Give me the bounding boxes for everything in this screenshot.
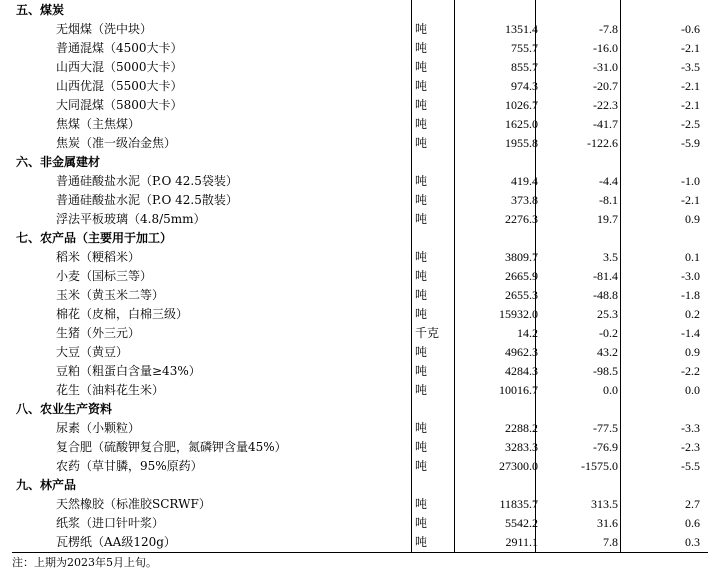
price-cell: 2665.9 (505, 269, 538, 283)
table-row (12, 324, 708, 343)
item-name: 大豆（黄豆） (56, 345, 129, 359)
percent-change-cell: -2.1 (681, 193, 700, 207)
percent-change-cell: -5.9 (681, 136, 700, 150)
table-row (12, 381, 708, 400)
table-row (12, 96, 708, 115)
price-cell: 3809.7 (505, 250, 538, 264)
section-header-row (12, 476, 708, 495)
section-header-row (12, 1, 708, 20)
item-name: 瓦楞纸（AA级120g） (56, 535, 176, 549)
percent-change-cell: 0.0 (685, 383, 700, 397)
percent-change-cell: -1.4 (681, 326, 700, 340)
table-row (12, 438, 708, 457)
unit-cell: 吨 (415, 136, 428, 150)
table-row (12, 533, 708, 552)
price-cell: 855.7 (511, 60, 538, 74)
change-cell: 3.5 (603, 250, 618, 264)
percent-change-cell: -2.2 (681, 364, 700, 378)
change-cell: 31.6 (597, 516, 618, 530)
price-cell: 2276.3 (505, 212, 538, 226)
unit-cell: 吨 (415, 421, 428, 435)
item-name: 浮法平板玻璃（4.8/5mm） (56, 212, 206, 226)
percent-change-cell: -2.1 (681, 79, 700, 93)
percent-change-cell: -2.1 (681, 98, 700, 112)
unit-cell: 吨 (415, 193, 428, 207)
item-name: 豆粕（粗蛋白含量≥43%） (56, 364, 201, 378)
price-cell: 11835.7 (499, 497, 538, 511)
change-cell: -98.5 (593, 364, 618, 378)
unit-cell: 吨 (415, 497, 428, 511)
unit-cell: 吨 (415, 269, 428, 283)
change-cell: -31.0 (593, 60, 618, 74)
table-row (12, 419, 708, 438)
unit-cell: 吨 (415, 117, 428, 131)
item-name: 花生（油料花生米） (56, 383, 165, 397)
percent-change-cell: -5.5 (681, 459, 700, 473)
price-cell: 1026.7 (505, 98, 538, 112)
percent-change-cell: -1.0 (681, 174, 700, 188)
change-cell: 0.0 (603, 383, 618, 397)
item-name: 生猪（外三元） (56, 326, 141, 340)
change-cell: -7.8 (599, 22, 618, 36)
table-row (12, 248, 708, 267)
table-row (12, 267, 708, 286)
price-cell: 4962.3 (505, 345, 538, 359)
price-cell: 974.3 (511, 79, 538, 93)
price-cell: 1625.0 (505, 117, 538, 131)
section-header-row (12, 153, 708, 172)
percent-change-cell: -3.0 (681, 269, 700, 283)
item-name: 复合肥（硫酸钾复合肥，氮磷钾含量45%） (56, 440, 287, 454)
item-name: 普通硅酸盐水泥（P.O 42.5散装） (56, 193, 238, 207)
unit-cell: 吨 (415, 250, 428, 264)
change-cell: -4.4 (599, 174, 618, 188)
change-cell: 25.3 (597, 307, 618, 321)
item-name: 农药（草甘膦，95%原药） (56, 459, 203, 473)
price-cell: 10016.7 (499, 383, 538, 397)
item-name: 棉花（皮棉，白棉三级） (56, 307, 189, 321)
item-name: 山西大混（5000大卡） (56, 60, 183, 74)
section-title: 五、煤炭 (16, 3, 65, 17)
change-cell: -81.4 (593, 269, 618, 283)
percent-change-cell: -2.3 (681, 440, 700, 454)
item-name: 无烟煤（洗中块） (56, 22, 153, 36)
section-header-row (12, 400, 708, 419)
unit-cell: 吨 (415, 174, 428, 188)
percent-change-cell: 2.7 (685, 497, 700, 511)
price-cell: 4284.3 (505, 364, 538, 378)
item-name: 大同混煤（5800大卡） (56, 98, 183, 112)
unit-cell: 吨 (415, 440, 428, 454)
item-name: 稻米（粳稻米） (56, 250, 141, 264)
section-title: 八、农业生产资料 (16, 402, 113, 416)
percent-change-cell: -0.6 (681, 22, 700, 36)
percent-change-cell: 0.9 (685, 212, 700, 226)
item-name: 小麦（国标三等） (56, 269, 153, 283)
price-cell: 27300.0 (499, 459, 538, 473)
price-cell: 14.2 (517, 326, 538, 340)
change-cell: -16.0 (593, 41, 618, 55)
percent-change-cell: 0.1 (685, 250, 700, 264)
unit-cell: 吨 (415, 307, 428, 321)
price-cell: 2655.3 (505, 288, 538, 302)
unit-cell: 吨 (415, 60, 428, 74)
price-cell: 2288.2 (505, 421, 538, 435)
section-header-row (12, 229, 708, 248)
table-row (12, 305, 708, 324)
change-cell: 19.7 (597, 212, 618, 226)
item-name: 天然橡胶（标准胶SCRWF） (56, 497, 211, 511)
percent-change-cell: -3.5 (681, 60, 700, 74)
table-row (12, 39, 708, 58)
table-row (12, 210, 708, 229)
unit-cell: 吨 (415, 535, 428, 549)
change-cell: -76.9 (593, 440, 618, 454)
item-name: 普通混煤（4500大卡） (56, 41, 183, 55)
item-name: 尿素（小颗粒） (56, 421, 141, 435)
unit-cell: 吨 (415, 22, 428, 36)
change-cell: 7.8 (603, 535, 618, 549)
percent-change-cell: -3.3 (681, 421, 700, 435)
change-cell: -41.7 (593, 117, 618, 131)
price-cell: 1955.8 (505, 136, 538, 150)
price-cell: 1351.4 (505, 22, 538, 36)
change-cell: 313.5 (591, 497, 618, 511)
item-name: 普通硅酸盐水泥（P.O 42.5袋装） (56, 174, 238, 188)
table-row (12, 134, 708, 153)
change-cell: -122.6 (587, 136, 618, 150)
change-cell: 43.2 (597, 345, 618, 359)
price-cell: 755.7 (511, 41, 538, 55)
table-row (12, 457, 708, 476)
change-cell: -8.1 (599, 193, 618, 207)
price-cell: 3283.3 (505, 440, 538, 454)
price-cell: 15932.0 (499, 307, 538, 321)
unit-cell: 吨 (415, 383, 428, 397)
item-name: 山西优混（5500大卡） (56, 79, 183, 93)
item-name: 焦煤（主焦煤） (56, 117, 141, 131)
table-row (12, 172, 708, 191)
table-row (12, 58, 708, 77)
table-row (12, 514, 708, 533)
table-row (12, 77, 708, 96)
unit-cell: 吨 (415, 459, 428, 473)
item-name: 纸浆（进口针叶浆） (56, 516, 165, 530)
price-cell: 373.8 (511, 193, 538, 207)
table-row (12, 495, 708, 514)
percent-change-cell: 0.2 (685, 307, 700, 321)
percent-change-cell: 0.6 (685, 516, 700, 530)
unit-cell: 吨 (415, 288, 428, 302)
table-row (12, 191, 708, 210)
price-cell: 5542.2 (505, 516, 538, 530)
change-cell: -20.7 (593, 79, 618, 93)
section-title: 七、农产品（主要用于加工） (16, 231, 173, 245)
unit-cell: 吨 (415, 79, 428, 93)
unit-cell: 吨 (415, 345, 428, 359)
item-name: 焦炭（准一级冶金焦） (56, 136, 177, 150)
percent-change-cell: 0.3 (685, 535, 700, 549)
change-cell: -22.3 (593, 98, 618, 112)
footnote: 注：上期为2023年5月上旬。 (12, 556, 157, 569)
percent-change-cell: -2.5 (681, 117, 700, 131)
table-row (12, 362, 708, 381)
change-cell: -1575.0 (581, 459, 618, 473)
unit-cell: 千克 (415, 326, 440, 340)
change-cell: -0.2 (599, 326, 618, 340)
price-cell: 2911.1 (505, 535, 538, 549)
price-cell: 419.4 (511, 174, 538, 188)
unit-cell: 吨 (415, 212, 428, 226)
unit-cell: 吨 (415, 364, 428, 378)
price-table (12, 0, 708, 553)
percent-change-cell: -2.1 (681, 41, 700, 55)
table-row (12, 20, 708, 39)
section-title: 六、非金属建材 (16, 155, 101, 169)
change-cell: -77.5 (593, 421, 618, 435)
unit-cell: 吨 (415, 516, 428, 530)
percent-change-cell: -1.8 (681, 288, 700, 302)
unit-cell: 吨 (415, 41, 428, 55)
table-row (12, 286, 708, 305)
table-row (12, 115, 708, 134)
unit-cell: 吨 (415, 98, 428, 112)
section-title: 九、林产品 (16, 478, 77, 492)
item-name: 玉米（黄玉米二等） (56, 288, 165, 302)
table-row (12, 343, 708, 362)
percent-change-cell: 0.9 (685, 345, 700, 359)
change-cell: -48.8 (593, 288, 618, 302)
